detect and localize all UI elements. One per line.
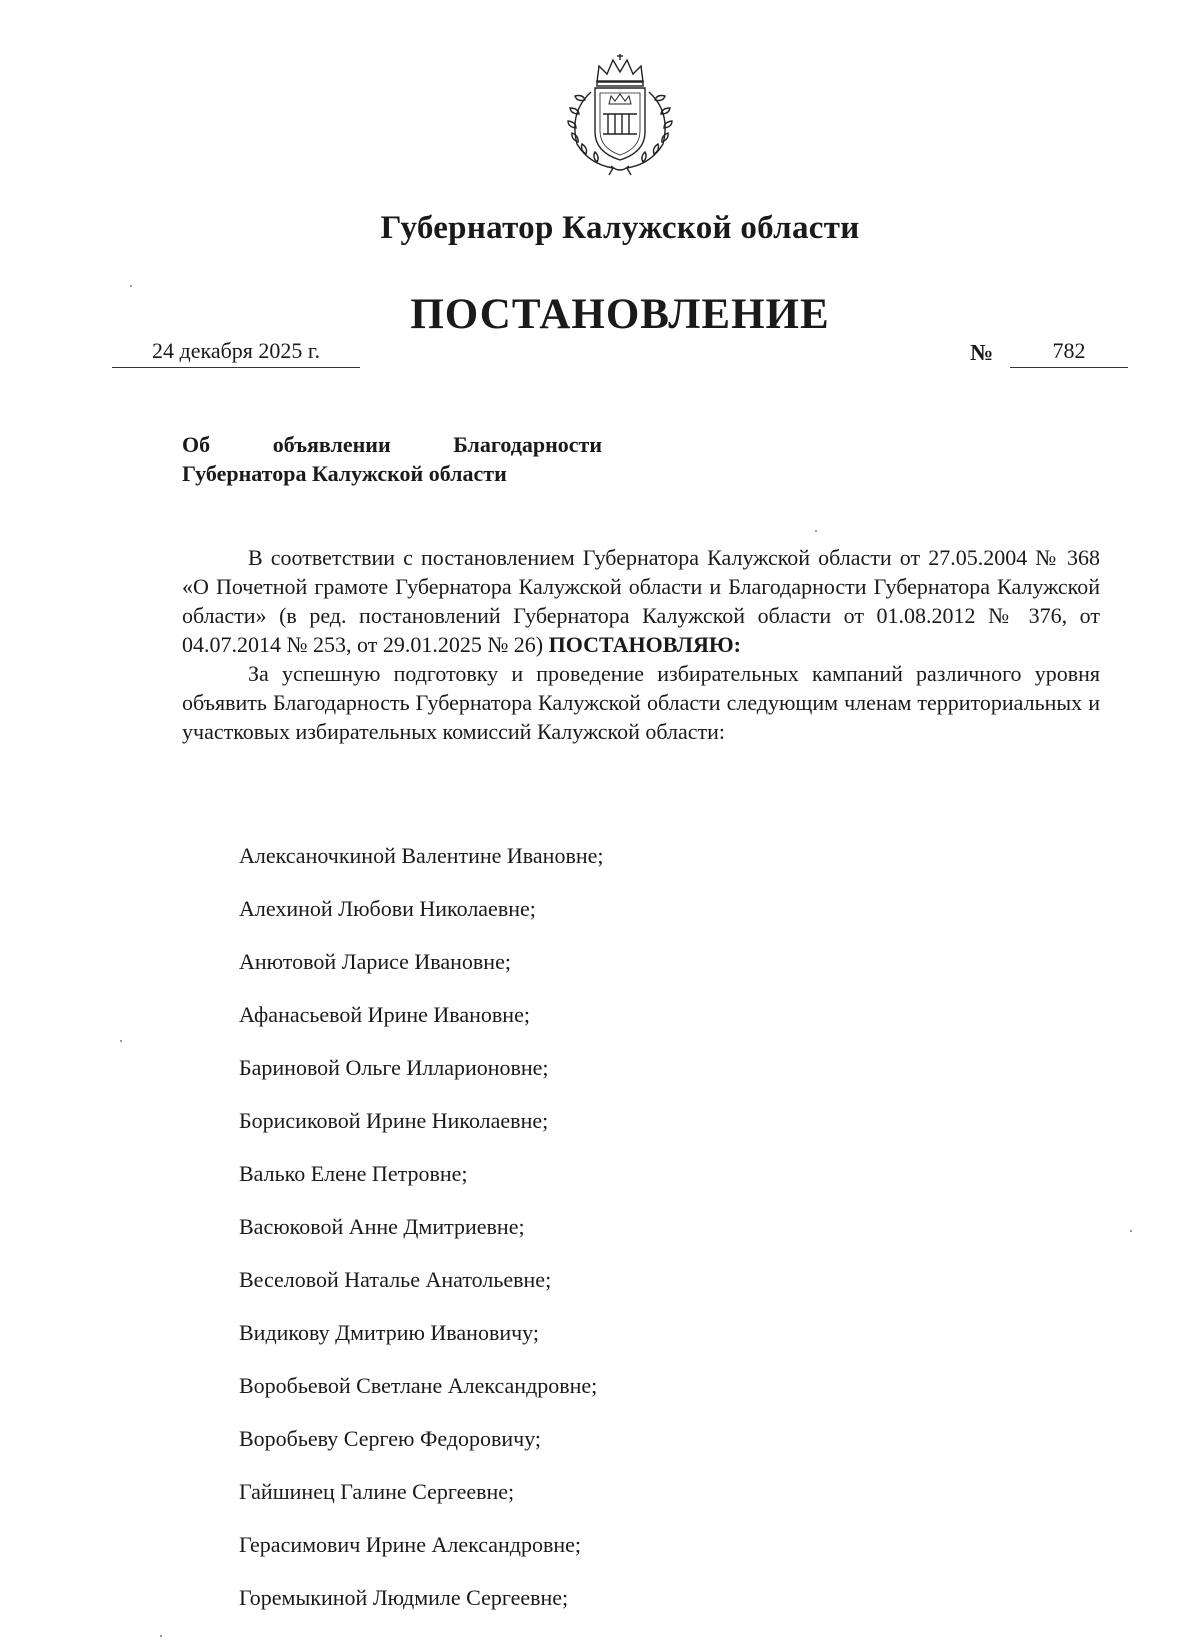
decree-word: ПОСТАНОВЛЯЮ: — [548, 632, 741, 657]
number-label: № — [970, 340, 994, 365]
preamble-text: В соответствии с постановлением Губернатора Калужской области от 27.05.2004 № 368 «О Почетной грамоте Губернатора Калужской области и Благодарности Губернатора Калужской области» (в ред. постановлений Губернатора Калужской области от 01.08.2012 № 376, от 04.07.2014 № 253, от 29.01.2025 № 26) — [182, 545, 1100, 657]
list-item: Бариновой Ольге Илларионовне; — [239, 1055, 549, 1080]
list-item: Горемыкиной Людмиле Сергеевне; — [239, 1585, 569, 1610]
scan-speck — [130, 285, 132, 287]
list-item: Видикову Дмитрию Ивановичу; — [239, 1320, 539, 1345]
list-item: Веселовой Наталье Анатольевне; — [239, 1267, 552, 1292]
list-item: Борисиковой Ирине Николаевне; — [239, 1108, 549, 1133]
resolution-paragraph: За успешную подготовку и проведение избирательных кампаний различного уровня объявить Благодарность Губернатора Калужской области следующим членам территориальных и участковых избирательных комиссий Калужской области: — [182, 661, 1100, 744]
list-item: Афанасьевой Ирине Ивановне; — [239, 1002, 530, 1027]
scan-speck — [1130, 1230, 1132, 1232]
list-item: Анютовой Ларисе Ивановне; — [239, 949, 511, 974]
list-item: Валько Елене Петровне; — [239, 1161, 468, 1186]
list-item: Воробьеву Сергею Федоровичу; — [239, 1426, 542, 1451]
document-subject — [182, 430, 602, 488]
list-item: Воробьевой Светлане Александровне; — [239, 1373, 598, 1398]
scan-speck — [160, 1635, 162, 1637]
list-item: Алексаночкиной Валентине Ивановне; — [239, 843, 604, 868]
issuing-authority: Губернатор Калужской области — [380, 210, 860, 246]
subject-line-2: Губернатора Калужской области — [182, 461, 507, 486]
list-item: Алехиной Любови Николаевне; — [239, 896, 536, 921]
coat-of-arms-icon — [555, 52, 685, 177]
document-type: ПОСТАНОВЛЕНИЕ — [410, 291, 830, 338]
scan-speck — [815, 530, 817, 532]
list-item: Герасимович Ирине Александровне; — [239, 1532, 582, 1557]
document-number: 782 — [1010, 338, 1128, 368]
list-item: Гайшинец Галине Сергеевне; — [239, 1479, 515, 1504]
document-date: 24 декабря 2025 г. — [112, 338, 360, 368]
document-body — [182, 543, 1100, 746]
preamble-paragraph — [182, 543, 1100, 659]
document-date-field — [112, 338, 360, 368]
recipient-list — [239, 841, 603, 1636]
list-item: Васюковой Анне Дмитриевне; — [239, 1214, 525, 1239]
subject-line-1: Об объявлении Благодарности — [182, 432, 602, 457]
scan-speck — [120, 1040, 122, 1042]
